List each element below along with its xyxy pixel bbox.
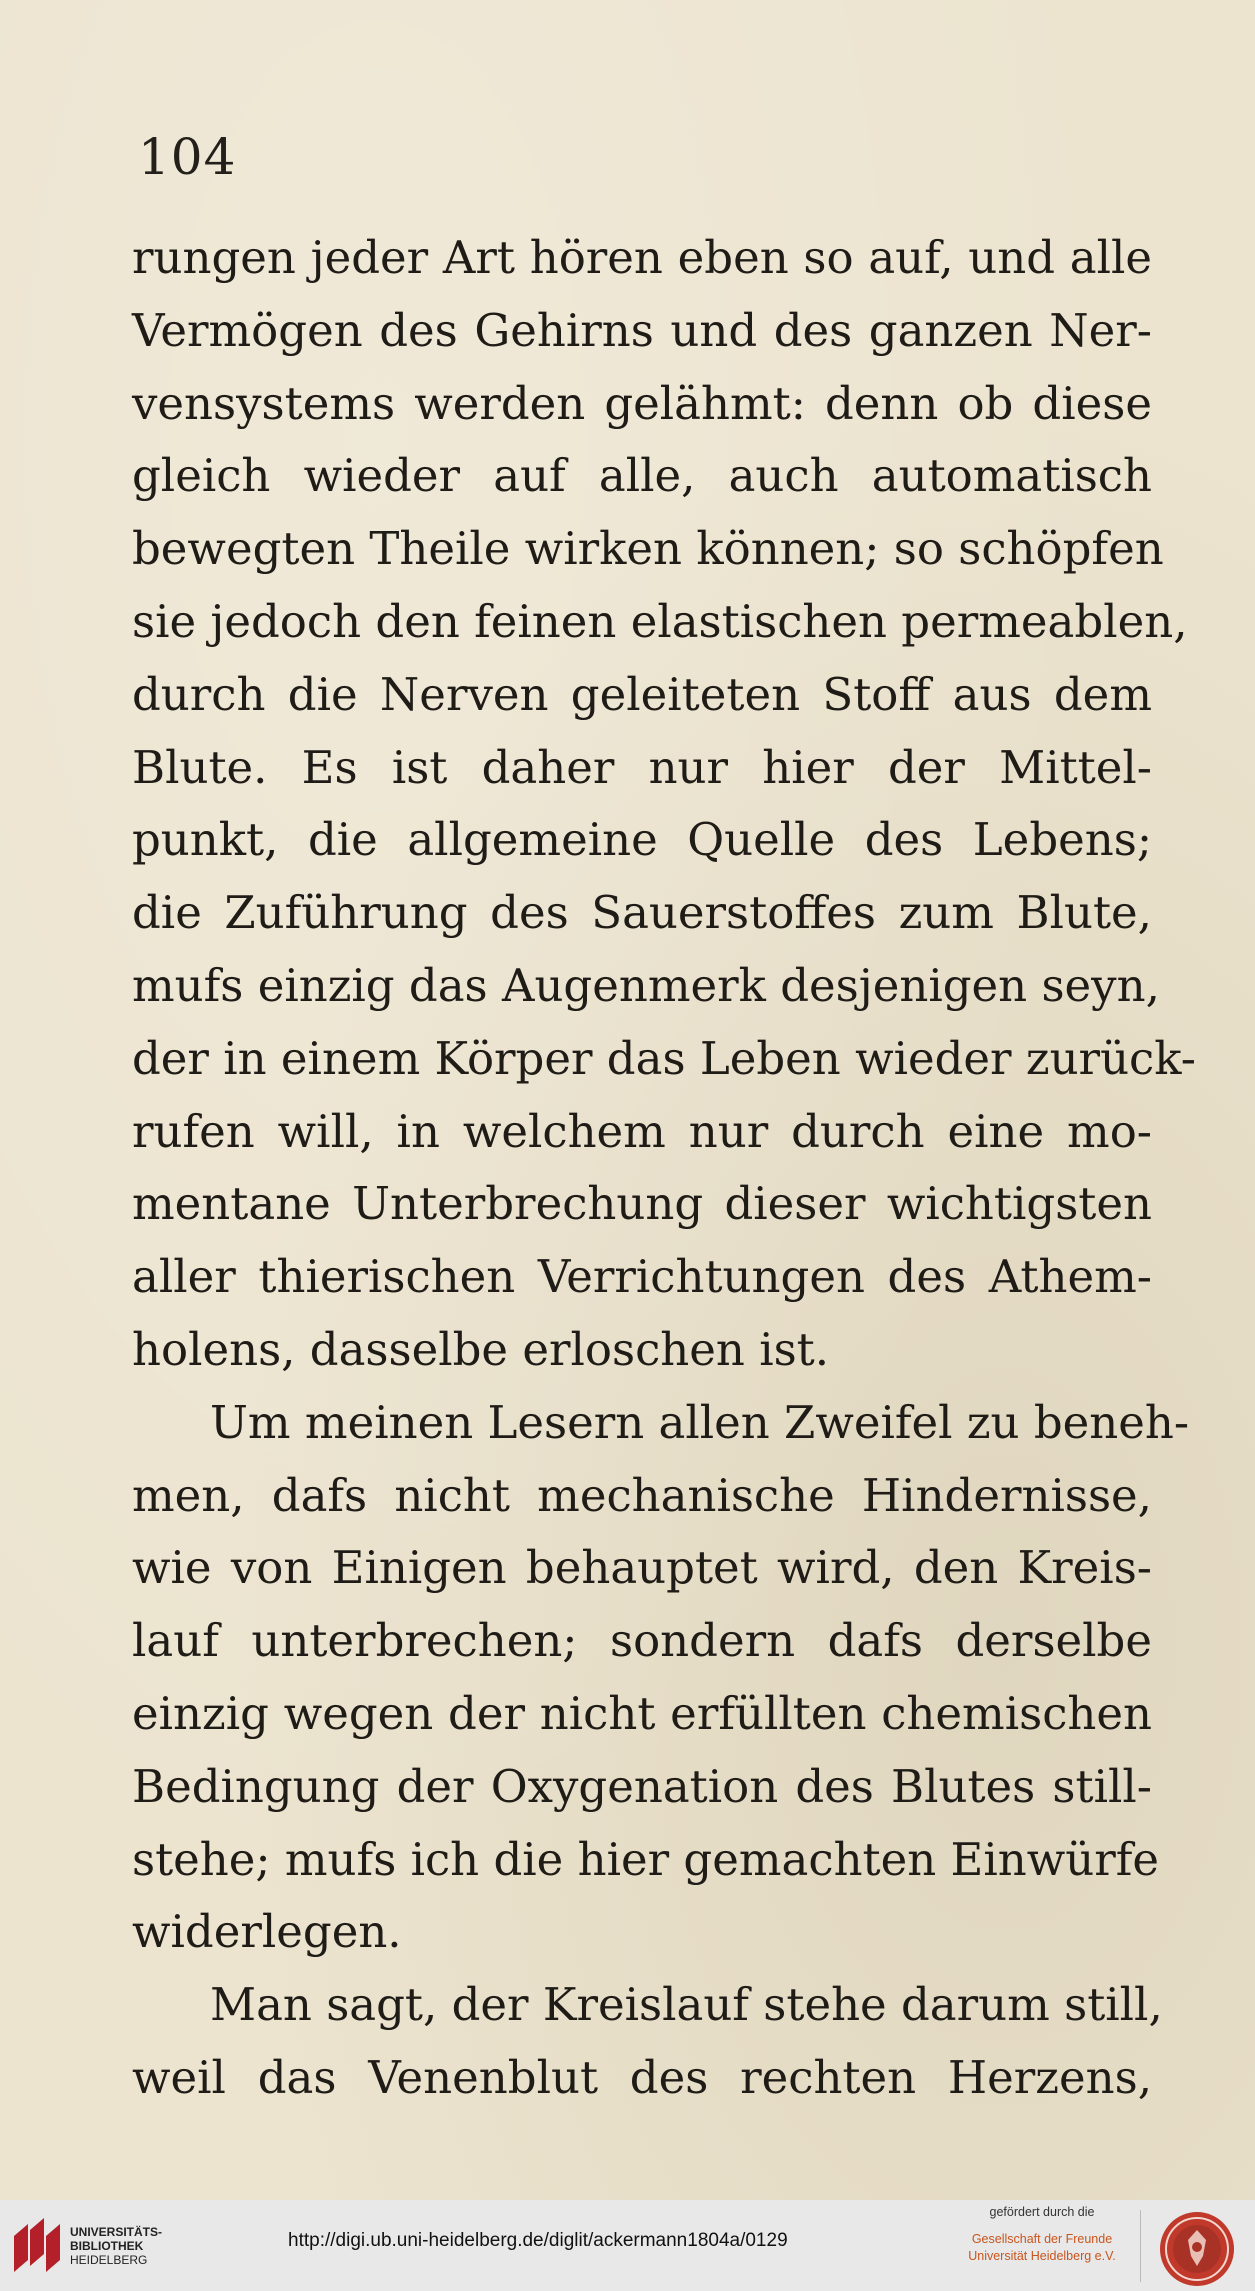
text-line: Bedingung der Oxygenation des Blutes still-	[132, 1759, 1152, 1813]
text-line: Blute. Es ist daher nur hier der Mittel-	[132, 740, 1152, 794]
text-line: rufen will, in welchem nur durch eine mo-	[132, 1104, 1152, 1158]
funder-name: Gesellschaft der Freunde	[971, 2232, 1113, 2246]
funder-credit	[952, 2204, 1132, 2265]
text-line: die Zuführung des Sauerstoffes zum Blute,	[132, 886, 1152, 940]
ub-heidelberg-logo-icon	[10, 2214, 64, 2276]
text-line: stehe; mufs ich die hier gemachten Einwürfe	[132, 1832, 1160, 1886]
text-line: Um meinen Lesern allen Zweifel zu beneh-	[210, 1395, 1190, 1449]
body-text	[132, 222, 1196, 2115]
text-line: punkt, die allgemeine Quelle des Lebens;	[132, 813, 1152, 867]
text-line: gleich wieder auf alle, auch automatisch	[132, 449, 1152, 503]
library-name-line: UNIVERSITÄTS-	[70, 2225, 163, 2239]
funded-by-label: gefördert durch die	[989, 2205, 1095, 2219]
page-number: 104	[138, 128, 237, 186]
text-line: der in einem Körper das Leben wieder zurück-	[132, 1031, 1196, 1085]
divider	[1140, 2210, 1141, 2282]
library-name-line: HEIDELBERG	[70, 2253, 148, 2267]
text-line: einzig wegen der nicht erfüllten chemischen	[132, 1686, 1152, 1740]
funder-name: Universität Heidelberg e.V.	[968, 2249, 1116, 2263]
digitization-footer	[0, 2200, 1255, 2291]
text-line: wie von Einigen behauptet wird, den Kreis-	[132, 1541, 1152, 1595]
text-line: holens, dasselbe erloschen ist.	[132, 1322, 830, 1376]
text-line: sie jedoch den feinen elastischen permeablen,	[132, 594, 1188, 648]
library-name-line: BIBLIOTHEK	[70, 2239, 144, 2253]
text-line: lauf unterbrechen; sondern dafs derselbe	[132, 1614, 1152, 1668]
text-line: aller thierischen Verrichtungen des Athem-	[132, 1250, 1152, 1304]
text-line: widerlegen.	[132, 1905, 402, 1959]
text-line: durch die Nerven geleiteten Stoff aus dem	[132, 667, 1152, 721]
text-line: bewegten Theile wirken können; so schöpfen	[132, 522, 1164, 576]
text-line: Man sagt, der Kreislauf stehe darum still,	[210, 1978, 1163, 2032]
text-line: mentane Unterbrechung dieser wichtigsten	[132, 1177, 1152, 1231]
text-line: Vermögen des Gehirns und des ganzen Ner-	[132, 303, 1152, 357]
text-line: mufs einzig das Augenmerk desjenigen seyn,	[132, 958, 1160, 1012]
library-name	[70, 2225, 162, 2267]
text-line: men, dafs nicht mechanische Hindernisse,	[132, 1468, 1152, 1522]
text-line: vensystems werden gelähmt: denn ob diese	[132, 376, 1152, 430]
text-line: rungen jeder Art hören eben so auf, und alle	[132, 231, 1152, 284]
permalink[interactable]: http://digi.ub.uni-heidelberg.de/diglit/ackermann1804a/0129	[288, 2230, 788, 2251]
university-seal-icon	[1158, 2210, 1236, 2288]
text-line: weil das Venenblut des rechten Herzens,	[132, 2050, 1152, 2104]
